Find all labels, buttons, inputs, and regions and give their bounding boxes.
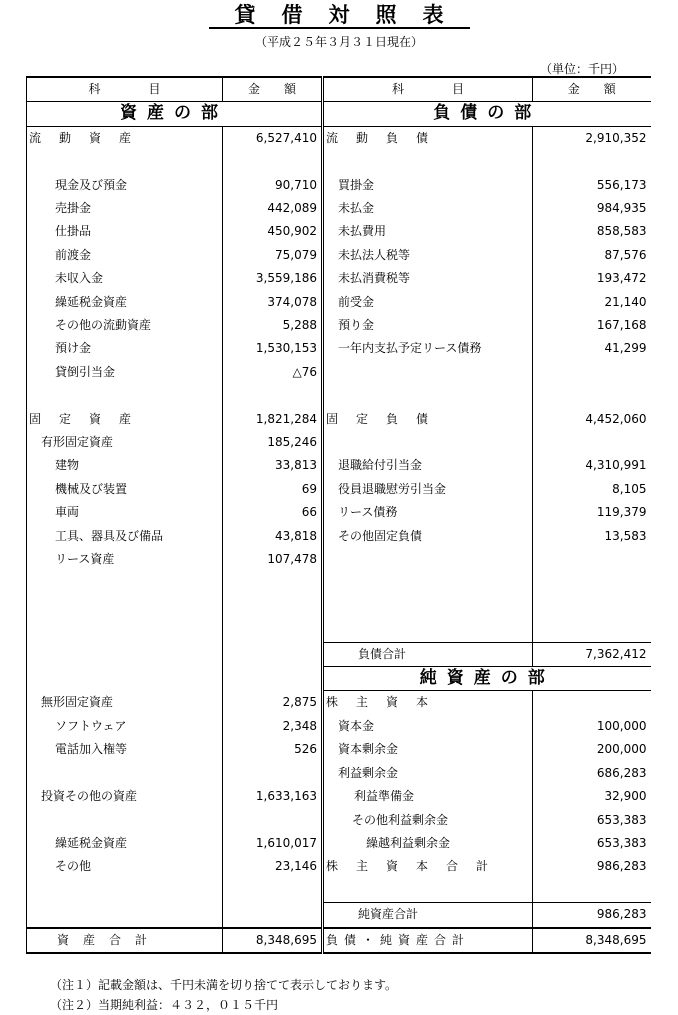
line-item-label: 資本剰余金 xyxy=(323,738,533,761)
table-row xyxy=(27,478,651,501)
line-item-label: 繰越利益剰余金 xyxy=(323,832,533,855)
table-row xyxy=(27,454,651,477)
table-row xyxy=(27,197,651,220)
line-item-label: 車両 xyxy=(27,501,223,524)
grand-total-row xyxy=(27,928,651,953)
table-row xyxy=(27,879,651,903)
line-item-amount: 33,813 xyxy=(223,454,323,477)
line-item-label: 流動資産 xyxy=(27,126,223,150)
line-item-label: その他の流動資産 xyxy=(27,314,223,337)
line-item-amount: 119,379 xyxy=(533,501,651,524)
empty-cell xyxy=(223,762,323,785)
line-item-amount: 7,362,412 xyxy=(533,642,651,666)
unit-label: （単位：千円） xyxy=(540,62,625,76)
empty-cell xyxy=(223,879,323,903)
line-item-amount: 1,821,284 xyxy=(223,408,323,431)
line-item-label: 退職給付引当金 xyxy=(323,454,533,477)
line-item-amount: 75,079 xyxy=(223,244,323,267)
amount-header: 金 額 xyxy=(533,77,651,102)
assets-total-amount: 8,348,695 xyxy=(223,928,323,953)
table-row xyxy=(27,174,651,197)
empty-cell xyxy=(223,150,323,173)
line-item-amount: 185,246 xyxy=(223,431,323,454)
line-item-amount: 450,902 xyxy=(223,220,323,243)
line-item-amount: 5,288 xyxy=(223,314,323,337)
table-row xyxy=(27,408,651,431)
line-item-amount: 2,348 xyxy=(223,715,323,738)
line-item-amount: 653,383 xyxy=(533,809,651,832)
net-assets-section-title: 純資産の部 xyxy=(323,667,651,691)
table-row xyxy=(27,220,651,243)
line-item-label: 前渡金 xyxy=(27,244,223,267)
empty-cell xyxy=(533,431,651,454)
table-row xyxy=(27,548,651,571)
line-item-label: リース資産 xyxy=(27,548,223,571)
table-row xyxy=(27,855,651,878)
empty-cell xyxy=(27,642,223,666)
line-item-label: 役員退職慰労引当金 xyxy=(323,478,533,501)
line-item-amount: 8,105 xyxy=(533,478,651,501)
line-item-amount: 2,875 xyxy=(223,691,323,715)
header-row xyxy=(27,77,651,102)
empty-cell xyxy=(323,361,533,384)
line-item-label: 仕掛品 xyxy=(27,220,223,243)
empty-cell xyxy=(533,548,651,571)
line-item-amount: 686,283 xyxy=(533,762,651,785)
table-row xyxy=(27,267,651,290)
line-item-label: 負債合計 xyxy=(323,642,533,666)
line-item-amount: 1,530,153 xyxy=(223,337,323,360)
line-item-label: 繰延税金資産 xyxy=(27,832,223,855)
line-item-amount: 41,299 xyxy=(533,337,651,360)
grand-total-amount: 8,348,695 xyxy=(533,928,651,953)
table-row xyxy=(27,291,651,314)
line-item-label: 一年内支払予定リース債務 xyxy=(323,337,533,360)
table-row xyxy=(27,501,651,524)
empty-cell xyxy=(27,384,223,407)
table-row xyxy=(27,150,651,173)
line-item-amount: 23,146 xyxy=(223,855,323,878)
empty-cell xyxy=(533,150,651,173)
line-item-label: 資本金 xyxy=(323,715,533,738)
empty-cell xyxy=(323,879,533,903)
line-item-amount: 90,710 xyxy=(223,174,323,197)
line-item-amount: 66 xyxy=(223,501,323,524)
assets-total-label: 資産合計 xyxy=(27,928,223,953)
line-item-label: その他利益剰余金 xyxy=(323,809,533,832)
empty-cell xyxy=(27,903,223,928)
empty-cell xyxy=(27,809,223,832)
line-item-amount: 1,610,017 xyxy=(223,832,323,855)
line-item-amount: 107,478 xyxy=(223,548,323,571)
empty-cell xyxy=(223,595,323,618)
line-item-label: 未払費用 xyxy=(323,220,533,243)
line-item-amount: 193,472 xyxy=(533,267,651,290)
line-item-label: 現金及び預金 xyxy=(27,174,223,197)
line-item-label: 預り金 xyxy=(323,314,533,337)
empty-cell xyxy=(533,361,651,384)
empty-cell xyxy=(323,150,533,173)
empty-cell xyxy=(323,431,533,454)
empty-cell xyxy=(27,762,223,785)
line-item-amount: 200,000 xyxy=(533,738,651,761)
line-item-label: 利益準備金 xyxy=(323,785,533,808)
table-row xyxy=(27,642,651,666)
line-item-label: 売掛金 xyxy=(27,197,223,220)
line-item-label: 流動負債 xyxy=(323,126,533,150)
line-item-amount: 4,452,060 xyxy=(533,408,651,431)
table-row xyxy=(27,832,651,855)
line-item-amount: 374,078 xyxy=(223,291,323,314)
item-header: 科 目 xyxy=(27,77,223,102)
table-row xyxy=(27,314,651,337)
line-item-label: 固定負債 xyxy=(323,408,533,431)
line-item-label: 工具、器具及び備品 xyxy=(27,525,223,548)
empty-cell xyxy=(223,572,323,595)
line-item-label: 買掛金 xyxy=(323,174,533,197)
line-item-label: 貸倒引当金 xyxy=(27,361,223,384)
document-title: 貸借対照表 xyxy=(0,2,678,29)
empty-cell xyxy=(27,595,223,618)
table-row xyxy=(27,762,651,785)
empty-cell xyxy=(223,642,323,666)
table-row xyxy=(27,431,651,454)
table-row xyxy=(27,667,651,691)
line-item-amount: 6,527,410 xyxy=(223,126,323,150)
line-item-label: 繰延税金資産 xyxy=(27,291,223,314)
empty-cell xyxy=(323,384,533,407)
empty-cell xyxy=(223,667,323,691)
line-item-label: その他固定負債 xyxy=(323,525,533,548)
line-item-amount: 556,173 xyxy=(533,174,651,197)
balance-sheet-table xyxy=(26,76,651,954)
empty-cell xyxy=(27,618,223,642)
line-item-label: 未払消費税等 xyxy=(323,267,533,290)
line-item-label: 純資産合計 xyxy=(323,903,533,928)
liabilities-section-title: 負債の部 xyxy=(323,102,651,126)
line-item-label: その他 xyxy=(27,855,223,878)
line-item-amount: 167,168 xyxy=(533,314,651,337)
line-item-amount: 442,089 xyxy=(223,197,323,220)
line-item-label: 前受金 xyxy=(323,291,533,314)
table-row xyxy=(27,572,651,595)
line-item-label: 株主資本 xyxy=(323,691,533,715)
table-row xyxy=(27,809,651,832)
empty-cell xyxy=(223,903,323,928)
line-item-label: 固定資産 xyxy=(27,408,223,431)
table-row xyxy=(27,384,651,407)
empty-cell xyxy=(27,667,223,691)
table-row xyxy=(27,361,651,384)
line-item-label: 投資その他の資産 xyxy=(27,785,223,808)
assets-section-title: 資産の部 xyxy=(27,102,323,126)
line-item-label: 預け金 xyxy=(27,337,223,360)
line-item-label: 未収入金 xyxy=(27,267,223,290)
section-row xyxy=(27,102,651,126)
line-item-amount: 984,935 xyxy=(533,197,651,220)
line-item-label: 機械及び装置 xyxy=(27,478,223,501)
empty-cell xyxy=(223,618,323,642)
as-of-date: （平成２５年３月３１日現在） xyxy=(254,35,423,49)
line-item-label: 無形固定資産 xyxy=(27,691,223,715)
table-row xyxy=(27,337,651,360)
empty-cell xyxy=(533,618,651,642)
empty-cell xyxy=(533,879,651,903)
line-item-amount: 653,383 xyxy=(533,832,651,855)
empty-cell xyxy=(533,595,651,618)
table-row xyxy=(27,244,651,267)
grand-total-label: 負債・純資産合計 xyxy=(323,928,533,953)
empty-cell xyxy=(323,548,533,571)
line-item-label: 有形固定資産 xyxy=(27,431,223,454)
line-item-label: 電話加入権等 xyxy=(27,738,223,761)
line-item-label: ソフトウェア xyxy=(27,715,223,738)
line-item-amount: 87,576 xyxy=(533,244,651,267)
line-item-label: 利益剰余金 xyxy=(323,762,533,785)
empty-cell xyxy=(533,572,651,595)
line-item-amount: 2,910,352 xyxy=(533,126,651,150)
line-item-amount: 21,140 xyxy=(533,291,651,314)
table-row xyxy=(27,715,651,738)
line-item-amount: 43,818 xyxy=(223,525,323,548)
note-2: （注２）当期純利益：４３２，０１５千円 xyxy=(50,998,279,1012)
table-row xyxy=(27,903,651,928)
line-item-amount: 32,900 xyxy=(533,785,651,808)
line-item-label: 未払法人税等 xyxy=(323,244,533,267)
line-item-amount: 100,000 xyxy=(533,715,651,738)
empty-cell xyxy=(223,384,323,407)
empty-cell xyxy=(27,572,223,595)
line-item-amount: 13,583 xyxy=(533,525,651,548)
table-row xyxy=(27,618,651,642)
empty-cell xyxy=(323,618,533,642)
line-item-amount: 526 xyxy=(223,738,323,761)
line-item-label: リース債務 xyxy=(323,501,533,524)
empty-cell xyxy=(323,572,533,595)
line-item-amount: 858,583 xyxy=(533,220,651,243)
line-item-label: 株主資本合計 xyxy=(323,855,533,878)
table-row xyxy=(27,785,651,808)
line-item-amount: 1,633,163 xyxy=(223,785,323,808)
line-item-label: 未払金 xyxy=(323,197,533,220)
line-item-amount: △76 xyxy=(223,361,323,384)
line-item-amount: 986,283 xyxy=(533,855,651,878)
note-1: （注１）記載金額は、千円未満を切り捨てて表示しております。 xyxy=(50,978,398,992)
line-item-label: 建物 xyxy=(27,454,223,477)
line-item-amount: 69 xyxy=(223,478,323,501)
table-row xyxy=(27,738,651,761)
line-item-amount xyxy=(533,691,651,715)
empty-cell xyxy=(223,809,323,832)
line-item-amount: 986,283 xyxy=(533,903,651,928)
table-row xyxy=(27,691,651,715)
item-header: 科 目 xyxy=(323,77,533,102)
line-item-amount: 3,559,186 xyxy=(223,267,323,290)
empty-cell xyxy=(533,384,651,407)
amount-header: 金 額 xyxy=(223,77,323,102)
line-item-amount: 4,310,991 xyxy=(533,454,651,477)
table-row xyxy=(27,595,651,618)
empty-cell xyxy=(27,879,223,903)
table-row xyxy=(27,126,651,150)
empty-cell xyxy=(27,150,223,173)
empty-cell xyxy=(323,595,533,618)
table-row xyxy=(27,525,651,548)
